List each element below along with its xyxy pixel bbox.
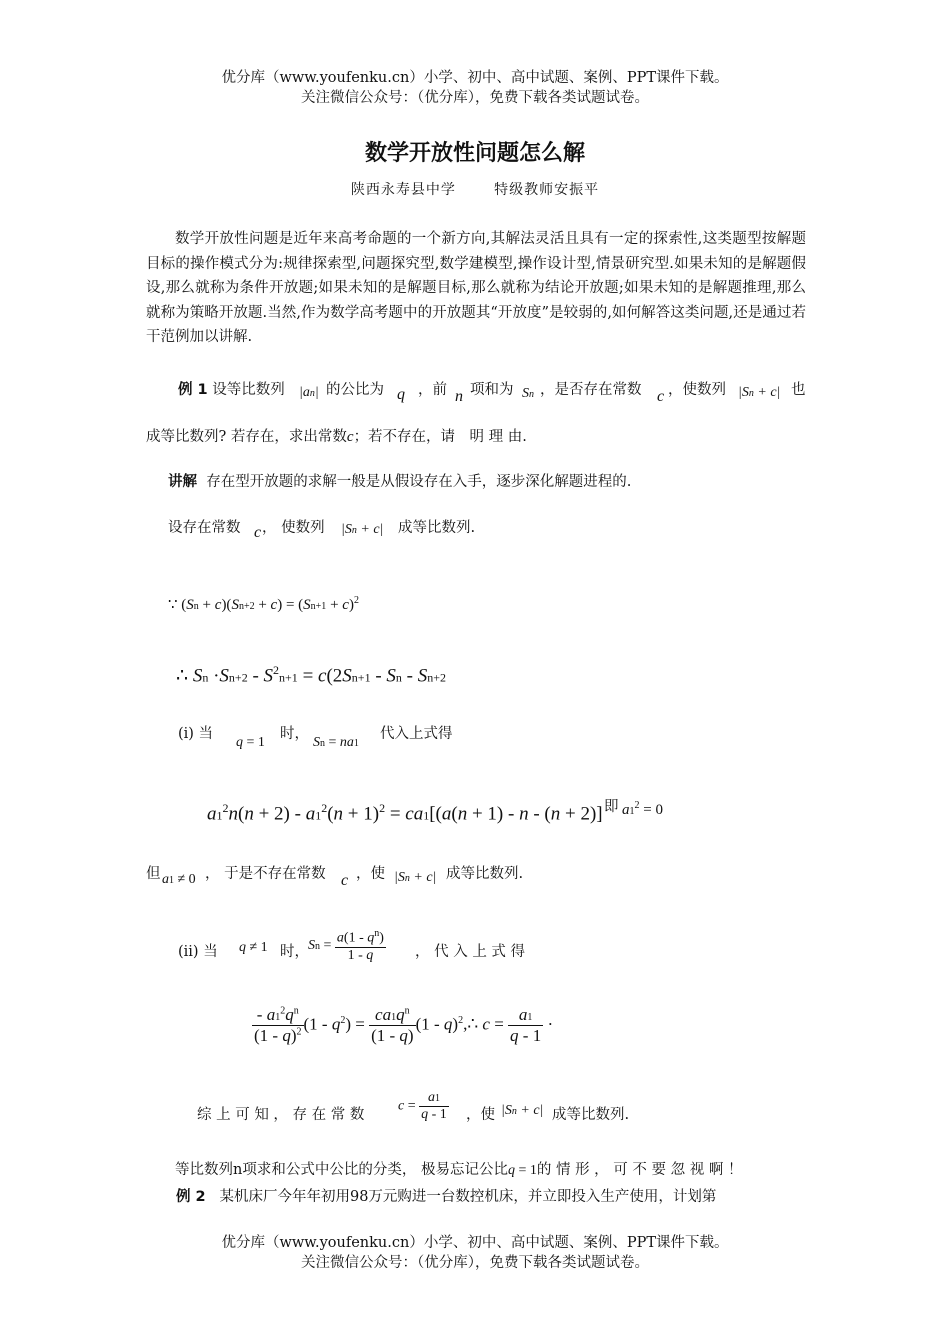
but-text-a: 但: [146, 866, 161, 882]
math-c: c: [341, 872, 349, 889]
conclude-text-b: ，使: [466, 1107, 495, 1123]
case2-substitute: ， 代 入 上 式 得: [415, 944, 526, 960]
assume-text-b: ， 使数列: [262, 520, 325, 536]
math-c: c: [254, 524, 262, 541]
footer-line-1: 优分库（www.youfenku.cn）小学、初中、高中试题、案例、PPT课件下载。: [221, 1235, 729, 1251]
example1-line2b: ；若不存在，请 明 理 由.: [353, 429, 527, 445]
intro-paragraph: 数学开放性问题是近年来高考命题的一个新方向,其解法灵活且具有一定的探索性,这类题型按解题目标的操作模式分为:规律探索型,问题探究型,数学建模型,操作设计型,情景研究型.如果未知的是解题假设,那么就称为条件开放题;如果未知的是解题目标,那么就称为结论开放题;如果未知的是解题推理,那么就称为策略开放题.当然,作为数学高考题中的开放题其“开放度”是较弱的,如何解答这类问题,还是通过若干范例加以讲解.: [146, 231, 806, 346]
equation-because: ∵ $(Sn + c)(Sn+2 + c) = (Sn+1 + c)^2$: [168, 595, 359, 613]
math-seq-Sn-plus-c: |Sn + c|: [341, 522, 384, 537]
equation-case1: $a1^2n(n + 2) - a1^2(n + 1)^2 = ca1[(a(n + 1) - n - (n + 2)]$: [207, 801, 603, 825]
conclude-text-a: 综 上 可 知 ， 存 在 常 数: [197, 1107, 365, 1123]
author-line: [0, 179, 950, 199]
equation-case2: $\frac{- a1^2q^n}{(1 - q)^2}$ $(1 - q^2)$ = $\frac{ca1q^n}{(1 - q)}$ (1 - q)$^2$,∴ c = $\frac{a1}{q - 1}$ ·: [254, 1005, 554, 1045]
example1-label: 例 1: [178, 382, 208, 398]
author-school: 陕西永寿县中学: [350, 182, 456, 198]
example2-label: 例 2: [176, 1189, 206, 1205]
math-q-not-1: q ≠ 1: [239, 940, 268, 955]
footer-line-2: 关注微信公众号：（优分库），免费下载各类试题试卷。: [301, 1255, 649, 1271]
math-seq-Sn-plus-c: |Sn + c|: [501, 1103, 544, 1118]
example1-text-4: 项和为: [470, 382, 514, 398]
math-c-result: c = $\frac{a1}{q - 1}$: [398, 1090, 447, 1122]
conclude-text-c: 成等比数列.: [552, 1107, 630, 1123]
example1-line1: [178, 378, 285, 399]
assume-text-c: 成等比数列.: [398, 520, 476, 536]
math-Sn: Sn: [522, 386, 534, 401]
example1-text-7: 也: [791, 382, 806, 398]
but-text-c: ，使: [356, 866, 385, 882]
math-Sn-equals-na1: Sn = na1: [313, 735, 359, 750]
case1-ji: 即: [604, 799, 619, 815]
example1-text-3: ，前: [418, 382, 447, 398]
math-n: n: [455, 388, 463, 405]
example1-text-1: 设等比数列: [212, 382, 285, 398]
solution-label: 讲解: [168, 474, 197, 490]
author-teacher: 特级教师安振平: [494, 182, 600, 198]
note-line: [175, 1158, 742, 1179]
math-seq-an: |an|: [299, 385, 319, 400]
math-q-equals-1: q = 1: [236, 735, 265, 750]
math-q-equals-1: q = 1: [507, 1163, 537, 1178]
example2-text: 某机床厂今年年初用98万元购进一台数控机床，并立即投入生产使用，计划第: [219, 1189, 717, 1205]
example2-line: [176, 1185, 716, 1206]
math-q: q: [397, 386, 405, 403]
case1-label: (i) 当: [178, 726, 214, 742]
math-Sn-formula: Sn = $\frac{a(1 - q^n)}{1 - q}$: [308, 928, 384, 963]
case1-substitute: 代入上式得: [380, 726, 453, 742]
but-text-d: 成等比数列.: [446, 866, 524, 882]
page-title: 数学开放性问题怎么解: [364, 141, 585, 166]
example1-text-5: ，是否存在常数: [540, 382, 642, 398]
assume-text-a: 设存在常数: [168, 520, 241, 536]
example1-text-6: ，使数列: [668, 382, 726, 398]
equation-therefore: ∴ $Sn \cdot Sn+2 - S^2n+1 = c(2Sn+1 - Sn - Sn+2$: [176, 663, 447, 687]
example1-line2: [146, 425, 527, 446]
math-a1-nonzero: a1 ≠ 0: [162, 872, 196, 887]
case2-when: 时，: [280, 944, 309, 960]
header-line-2: 关注微信公众号：（优分库），免费下载各类试题试卷。: [301, 90, 649, 106]
but-text-b: ， 于是不存在常数: [205, 866, 326, 882]
math-a1-squared-zero: $a1^2 = 0$: [622, 800, 663, 818]
case1-when: 时，: [280, 726, 309, 742]
case2-label: (ii) 当: [178, 944, 218, 960]
math-c: c: [657, 388, 665, 405]
solution-intro: [168, 470, 631, 491]
note-text-b: 的 情 形 ， 可 不 要 忽 视 啊 ！: [536, 1162, 743, 1178]
math-seq-Sn-plus-c: |Sn + c|: [394, 870, 437, 885]
header-line-1: 优分库（www.youfenku.cn）小学、初中、高中试题、案例、PPT课件下载。: [221, 70, 729, 86]
math-c: c: [346, 429, 354, 445]
solution-text: 存在型开放题的求解一般是从假设存在入手，逐步深化解题进程的.: [206, 474, 632, 490]
example1-text-2: 的公比为: [326, 382, 384, 398]
math-seq-Sn-plus-c: |Sn + c|: [738, 385, 781, 400]
example1-line2a: 成等比数列? 若存在，求出常数: [146, 429, 347, 445]
note-text-a: 等比数列n项求和公式中公比的分类， 极易忘记公比: [175, 1162, 508, 1178]
